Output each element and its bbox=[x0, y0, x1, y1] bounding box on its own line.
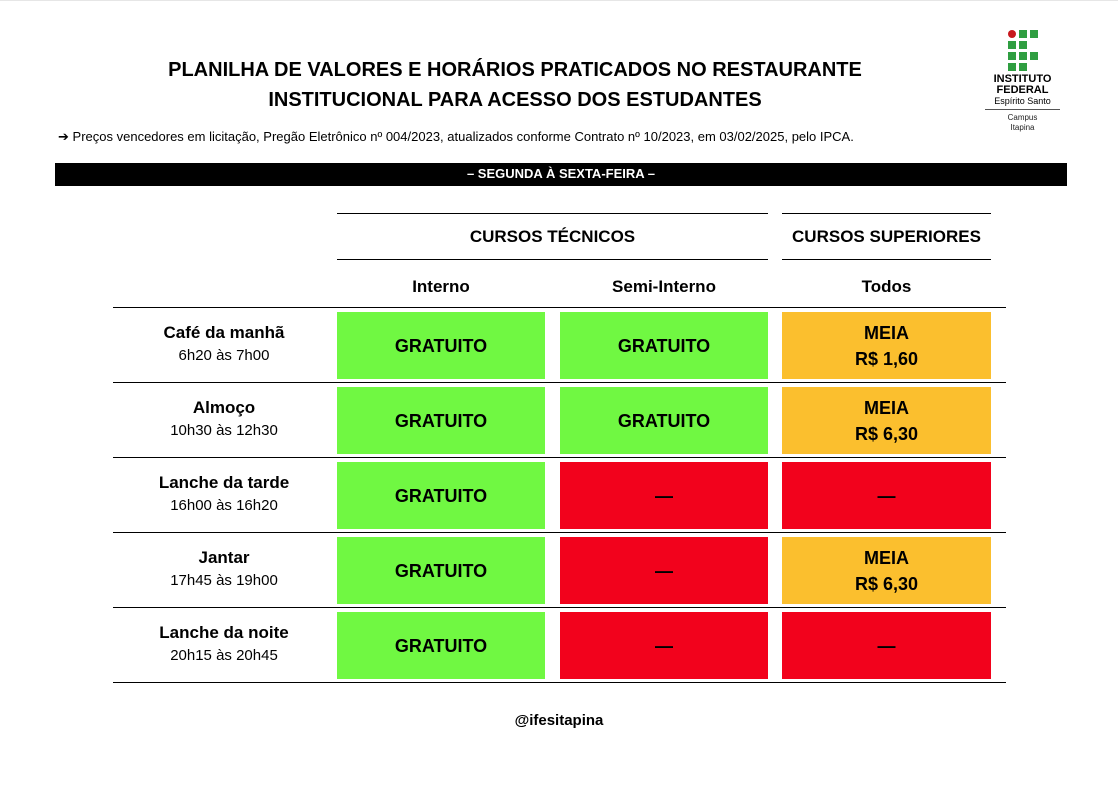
meal-name: Jantar bbox=[198, 548, 250, 567]
meal-name: Café da manhã bbox=[163, 323, 285, 342]
ifes-logo-mark-icon bbox=[1008, 30, 1038, 70]
cell-interno: GRATUITO bbox=[337, 387, 545, 454]
cell-interno: GRATUITO bbox=[337, 462, 545, 529]
cell-todos: MEIA R$ 1,60 bbox=[782, 312, 991, 379]
column-header-todos: Todos bbox=[861, 277, 912, 296]
table-row-label bbox=[113, 321, 335, 367]
social-handle: @ifesitapina bbox=[514, 712, 604, 729]
cell-semi-interno: GRATUITO bbox=[560, 387, 768, 454]
title-line-2: INSTITUCIONAL PARA ACESSO DOS ESTUDANTES bbox=[268, 89, 762, 111]
cell-todos: — bbox=[782, 612, 991, 679]
cell-semi-interno: GRATUITO bbox=[560, 312, 768, 379]
divider bbox=[113, 607, 1006, 608]
group-header-tecnicos: CURSOS TÉCNICOS bbox=[469, 227, 636, 246]
divider bbox=[782, 213, 991, 214]
meal-name: Lanche da tarde bbox=[158, 473, 290, 492]
table-row-label bbox=[113, 546, 335, 592]
cell-semi-interno: — bbox=[560, 462, 768, 529]
divider bbox=[113, 382, 1006, 383]
column-header-semi-interno: Semi-Interno bbox=[612, 277, 716, 296]
meal-name: Almoço bbox=[192, 398, 256, 417]
top-border bbox=[0, 0, 1118, 1]
meal-time: 17h45 às 19h00 bbox=[170, 572, 278, 589]
cell-todos: — bbox=[782, 462, 991, 529]
arrow-right-icon: ➔ bbox=[58, 129, 69, 144]
cell-interno: GRATUITO bbox=[337, 612, 545, 679]
cell-semi-interno: — bbox=[560, 537, 768, 604]
price-note bbox=[58, 128, 1058, 146]
group-header-superiores: CURSOS SUPERIORES bbox=[792, 227, 981, 246]
weekday-banner: – SEGUNDA À SEXTA-FEIRA – bbox=[55, 163, 1067, 186]
cell-todos: MEIA R$ 6,30 bbox=[782, 537, 991, 604]
title-line-1: PLANILHA DE VALORES E HORÁRIOS PRATICADOS NO RESTAURANTE bbox=[168, 59, 862, 81]
meal-time: 20h15 às 20h45 bbox=[170, 647, 278, 664]
logo-state: Espírito Santo bbox=[985, 96, 1060, 110]
meal-name: Lanche da noite bbox=[159, 623, 289, 642]
table-row-label bbox=[113, 471, 335, 517]
divider bbox=[113, 457, 1006, 458]
column-header-interno: Interno bbox=[412, 277, 470, 296]
logo-campus: Campus Itapina bbox=[1007, 113, 1038, 132]
divider bbox=[782, 259, 991, 260]
meal-time: 16h00 às 16h20 bbox=[170, 497, 278, 514]
cell-todos: MEIA R$ 6,30 bbox=[782, 387, 991, 454]
table-row-label bbox=[113, 621, 335, 667]
divider bbox=[337, 259, 768, 260]
page-title bbox=[100, 55, 930, 115]
price-note-text: Preços vencedores em licitação, Pregão Eletrônico nº 004/2023, atualizados conforme Contrato nº 10/2023, em 03/02/2025, pelo IPCA. bbox=[72, 129, 854, 144]
meal-time: 6h20 às 7h00 bbox=[178, 347, 270, 364]
cell-interno: GRATUITO bbox=[337, 312, 545, 379]
cell-semi-interno: — bbox=[560, 612, 768, 679]
meal-time: 10h30 às 12h30 bbox=[170, 422, 278, 439]
divider bbox=[113, 307, 1006, 308]
logo-name: INSTITUTO FEDERAL bbox=[993, 73, 1052, 96]
divider bbox=[113, 682, 1006, 683]
divider bbox=[337, 213, 768, 214]
ifes-logo bbox=[985, 30, 1060, 133]
table-row-label bbox=[113, 396, 335, 442]
cell-interno: GRATUITO bbox=[337, 537, 545, 604]
divider bbox=[113, 532, 1006, 533]
